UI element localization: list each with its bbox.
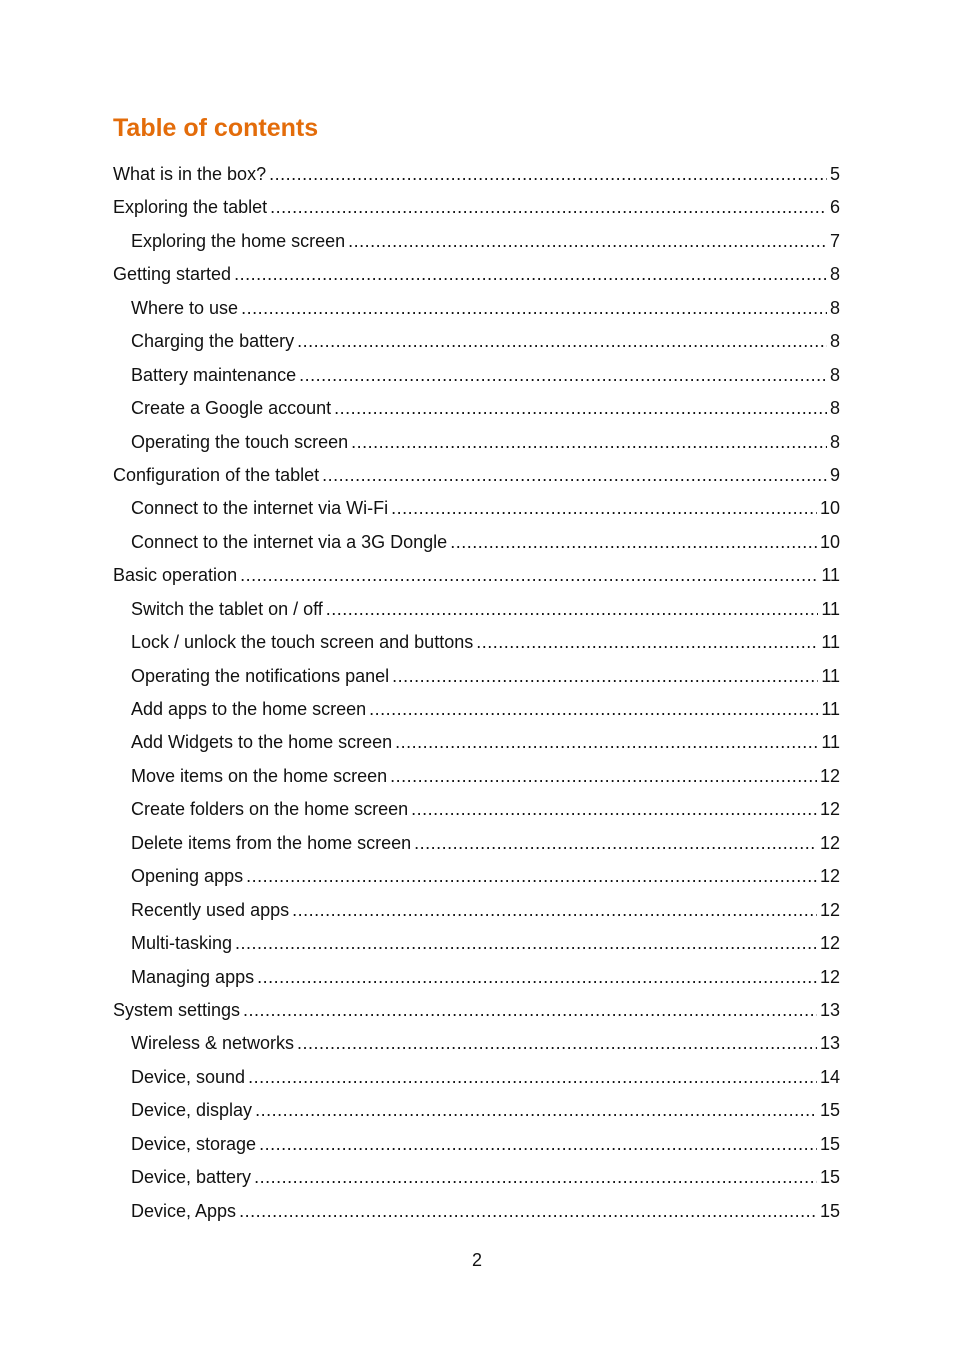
toc-entry-page: 15 xyxy=(819,1200,840,1221)
toc-entry-title[interactable]: Switch the tablet on / off xyxy=(131,598,323,619)
toc-entry[interactable] xyxy=(113,191,840,224)
toc-entry-title[interactable]: What is in the box? xyxy=(113,164,267,184)
dot-leader xyxy=(476,626,818,659)
toc-entry-page: 12 xyxy=(819,799,840,820)
toc-entry[interactable] xyxy=(113,860,840,893)
toc-entry-page: 13 xyxy=(819,1033,840,1054)
toc-entry-page: 10 xyxy=(819,531,840,552)
toc-entry-title[interactable]: Recently used apps xyxy=(131,899,290,920)
toc-entry-title[interactable]: Exploring the home screen xyxy=(131,230,346,251)
toc-entry-page: 11 xyxy=(821,632,840,653)
toc-entry-title[interactable]: Battery maintenance xyxy=(131,364,297,385)
toc-entry[interactable] xyxy=(113,894,840,927)
toc-entry-title[interactable]: Operating the notifications panel xyxy=(131,665,390,686)
toc-entry[interactable] xyxy=(113,325,840,358)
toc-entry[interactable] xyxy=(113,593,840,626)
toc-entry-title[interactable]: Device, battery xyxy=(131,1167,252,1188)
toc-entry[interactable] xyxy=(113,158,840,191)
toc-entry[interactable] xyxy=(113,359,840,392)
toc-entry-title[interactable]: Connect to the internet via Wi-Fi xyxy=(131,498,389,519)
dot-leader xyxy=(269,158,827,191)
toc-entry-title[interactable]: Exploring the tablet xyxy=(113,197,268,218)
toc-entry[interactable] xyxy=(113,626,840,659)
toc-entry[interactable] xyxy=(113,793,840,826)
dot-leader xyxy=(243,994,817,1027)
dot-leader xyxy=(326,593,819,626)
toc-entry[interactable] xyxy=(113,526,840,559)
toc-entry-title[interactable]: Create a Google account xyxy=(131,398,332,419)
dot-leader xyxy=(246,860,817,893)
toc-entry[interactable] xyxy=(113,426,840,459)
dot-leader xyxy=(299,359,827,392)
dot-leader xyxy=(241,292,827,325)
toc-entry[interactable] xyxy=(113,726,840,759)
dot-leader xyxy=(255,1094,817,1127)
dot-leader xyxy=(259,1128,817,1161)
toc-entry-page: 8 xyxy=(829,364,840,385)
toc-entry-title[interactable]: Managing apps xyxy=(131,966,255,987)
dot-leader xyxy=(254,1161,817,1194)
dot-leader xyxy=(414,827,817,860)
toc-entry-page: 11 xyxy=(821,665,840,686)
toc-entry-page: 12 xyxy=(819,933,840,954)
toc-entry-page: 11 xyxy=(821,598,840,619)
toc-entry[interactable] xyxy=(113,660,840,693)
dot-leader xyxy=(234,258,827,291)
toc-entry-page: 11 xyxy=(821,699,840,719)
toc-entry-page: 11 xyxy=(821,732,840,753)
dot-leader xyxy=(450,526,817,559)
dot-leader xyxy=(322,459,827,492)
dot-leader xyxy=(390,760,817,793)
toc-entry[interactable] xyxy=(113,1195,840,1228)
toc-entry-title[interactable]: Lock / unlock the touch screen and buttons xyxy=(131,632,474,653)
dot-leader xyxy=(297,1027,817,1060)
toc-entry-title[interactable]: Device, sound xyxy=(131,1066,246,1087)
toc-entry-page: 13 xyxy=(819,999,840,1020)
dot-leader xyxy=(240,559,818,592)
toc-entry-title[interactable]: Add Widgets to the home screen xyxy=(131,732,393,753)
toc-entry-page: 10 xyxy=(819,498,840,519)
toc-entry-page: 7 xyxy=(829,230,840,251)
toc-entry-title[interactable]: Where to use xyxy=(131,297,239,318)
dot-leader xyxy=(351,426,827,459)
toc-entry[interactable] xyxy=(113,994,840,1027)
toc-entry-page: 12 xyxy=(819,765,840,786)
toc-entry-page: 12 xyxy=(819,966,840,987)
toc-entry-title[interactable]: Device, Apps xyxy=(131,1200,237,1221)
toc-entry-title[interactable]: Getting started xyxy=(113,264,232,285)
toc-entry[interactable] xyxy=(113,827,840,860)
dot-leader xyxy=(334,392,827,425)
toc-entry-title[interactable]: Delete items from the home screen xyxy=(131,832,412,853)
toc-entry[interactable] xyxy=(113,258,840,291)
dot-leader xyxy=(270,191,827,224)
toc-entry[interactable] xyxy=(113,392,840,425)
dot-leader xyxy=(239,1195,817,1228)
toc-entry-title[interactable]: Device, storage xyxy=(131,1133,257,1154)
dot-leader xyxy=(297,325,827,358)
dot-leader xyxy=(369,693,818,726)
toc-entry-page: 6 xyxy=(829,197,840,218)
dot-leader xyxy=(257,961,817,994)
toc-entry[interactable] xyxy=(113,693,840,726)
toc-entry[interactable] xyxy=(113,1061,840,1094)
table-of-contents xyxy=(113,158,840,1228)
toc-entry-title[interactable]: Wireless & networks xyxy=(131,1033,295,1054)
toc-entry-page: 8 xyxy=(829,331,840,352)
toc-entry-page: 12 xyxy=(819,866,840,887)
toc-entry[interactable] xyxy=(113,927,840,960)
toc-entry-title[interactable]: Charging the battery xyxy=(131,331,295,352)
dot-leader xyxy=(248,1061,817,1094)
toc-entry-page: 12 xyxy=(819,832,840,853)
toc-entry-title[interactable]: Add apps to the home screen xyxy=(131,699,367,719)
toc-entry[interactable] xyxy=(113,1094,840,1127)
dot-leader xyxy=(348,225,827,258)
toc-entry-title[interactable]: Device, display xyxy=(131,1100,253,1121)
toc-entry[interactable] xyxy=(113,760,840,793)
dot-leader xyxy=(235,927,817,960)
toc-entry-title[interactable]: Create folders on the home screen xyxy=(131,799,409,820)
toc-entry[interactable] xyxy=(113,559,840,592)
toc-entry-title[interactable]: Multi-tasking xyxy=(131,933,233,954)
toc-entry-page: 14 xyxy=(819,1066,840,1087)
toc-entry-page: 8 xyxy=(829,431,840,452)
toc-entry-page: 15 xyxy=(819,1133,840,1154)
dot-leader xyxy=(395,726,818,759)
toc-entry-page: 15 xyxy=(819,1100,840,1121)
toc-entry-title[interactable]: Move items on the home screen xyxy=(131,765,388,786)
toc-entry[interactable] xyxy=(113,225,840,258)
page-number: 2 xyxy=(471,1250,482,1270)
toc-entry[interactable] xyxy=(113,1128,840,1161)
toc-entry[interactable] xyxy=(113,292,840,325)
toc-entry[interactable] xyxy=(113,1027,840,1060)
toc-entry[interactable] xyxy=(113,459,840,492)
toc-entry-page: 8 xyxy=(829,297,840,318)
toc-entry-page: 15 xyxy=(819,1167,840,1188)
dot-leader xyxy=(392,660,818,693)
toc-entry-page: 12 xyxy=(819,899,840,920)
toc-entry-page: 11 xyxy=(821,565,840,586)
toc-entry-page: 9 xyxy=(829,464,840,485)
toc-entry[interactable] xyxy=(113,961,840,994)
toc-entry-page: 5 xyxy=(829,164,840,184)
dot-leader xyxy=(391,492,817,525)
toc-entry[interactable] xyxy=(113,1161,840,1194)
toc-entry-title[interactable]: Connect to the internet via a 3G Dongle xyxy=(131,531,448,552)
toc-entry-page: 8 xyxy=(829,264,840,285)
toc-entry-title[interactable]: Operating the touch screen xyxy=(131,431,349,452)
dot-leader xyxy=(411,793,817,826)
toc-entry-page: 8 xyxy=(829,398,840,419)
dot-leader xyxy=(292,894,817,927)
toc-entry-title[interactable]: Opening apps xyxy=(131,866,244,887)
toc-entry[interactable] xyxy=(113,492,840,525)
toc-entry-title[interactable]: System settings xyxy=(113,999,241,1020)
page-title: Table of contents xyxy=(113,114,319,142)
toc-entry-title[interactable]: Configuration of the tablet xyxy=(113,464,320,485)
toc-entry-title[interactable]: Basic operation xyxy=(113,565,238,586)
